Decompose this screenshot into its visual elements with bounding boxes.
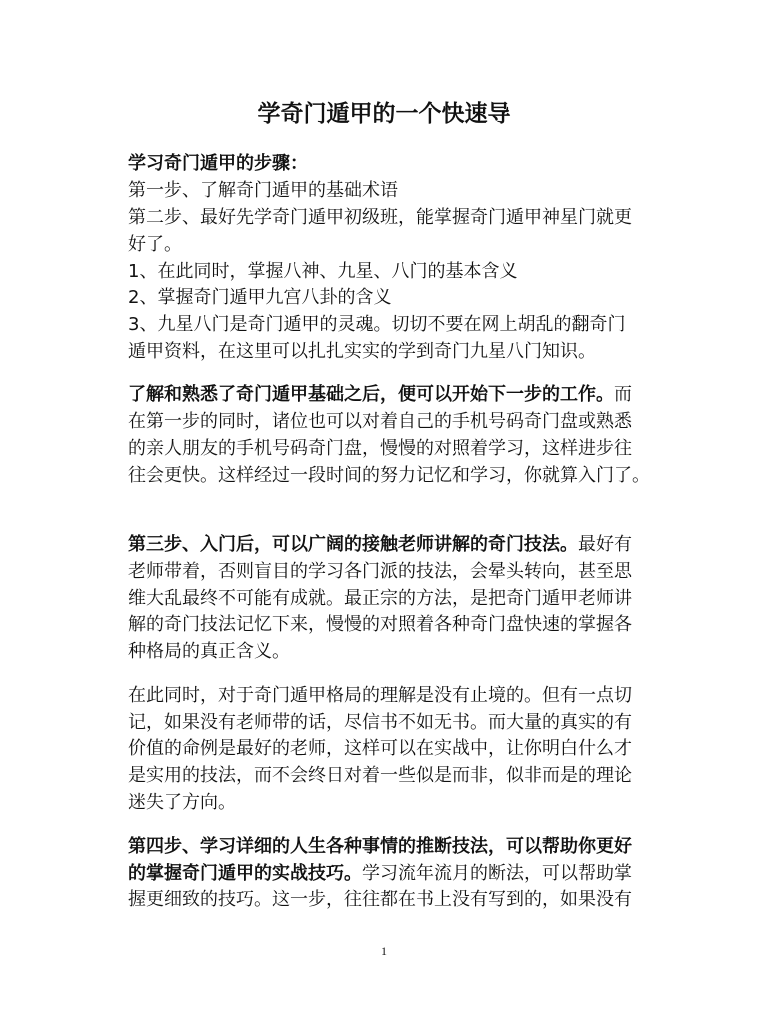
document-title: 学奇门遁甲的一个快速导: [257, 101, 511, 127]
text-line: 解的奇门技法记忆下来，慢慢的对照着各种奇门盘快速的掌握各: [128, 614, 632, 635]
text-line: 往会更快。这样经过一段时间的努力记忆和学习，你就算入门了。: [128, 465, 650, 486]
text-span: 学习流年流月的断法，可以帮助掌: [362, 863, 632, 884]
bold-lead: 了解和熟悉了奇门遁甲基础之后，便可以开始下一步的工作。: [128, 384, 614, 405]
text-line: 握更细致的技巧。这一步，往往都在书上没有写到的，如果没有: [128, 889, 632, 910]
paragraph-line: [128, 861, 632, 887]
text-line: 记，如果没有老师带的话，尽信书不如无书。而大量的真实的有: [128, 712, 632, 733]
text-line: 第一步、了解奇门遁甲的基础术语: [128, 180, 398, 201]
text-line: 遁甲资料，在这里可以扎扎实实的学到奇门九星八门知识。: [128, 341, 596, 362]
text-line: 价值的命例是最好的老师，这样可以在实战中，让你明白什么才: [128, 738, 632, 759]
bold-lead: 第三步、入门后，可以广阔的接触老师讲解的奇门技法。: [128, 534, 578, 555]
paragraph-line: [128, 382, 632, 408]
text-line: 2、掌握奇门遁甲九宫八卦的含义: [128, 287, 392, 308]
text-span: 最好有: [578, 534, 632, 555]
text-line: 种格局的真正含义。: [128, 641, 290, 662]
text-line: 是实用的技法，而不会终日对着一些似是而非，似非而是的理论: [128, 765, 632, 786]
text-line: 在此同时，对于奇门遁甲格局的理解是没有止境的。但有一点切: [128, 685, 632, 706]
text-line: 维大乱最终不可能有成就。最正宗的方法，是把奇门遁甲老师讲: [128, 588, 632, 609]
text-line: 在第一步的同时，诸位也可以对着自己的手机号码奇门盘或熟悉: [128, 411, 632, 432]
text-line: 第二步、最好先学奇门遁甲初级班，能掌握奇门遁甲神星门就更: [128, 207, 632, 228]
bold-line: 第四步、学习详细的人生各种事情的推断技法，可以帮助你更好: [128, 836, 632, 857]
text-line: 好了。: [128, 234, 182, 255]
text-span: 而: [614, 384, 632, 405]
text-line: 3、九星八门是奇门遁甲的灵魂。切切不要在网上胡乱的翻奇门: [128, 314, 626, 335]
text-line: 老师带着，否则盲目的学习各门派的技法，会晕头转向，甚至思: [128, 561, 632, 582]
text-line: 迷失了方向。: [128, 792, 236, 813]
paragraph-line: [128, 532, 632, 558]
section-heading: 学习奇门遁甲的步骤：: [128, 153, 308, 174]
text-line: 1、在此同时，掌握八神、九星、八门的基本含义: [128, 261, 518, 282]
bold-lead: 的掌握奇门遁甲的实战技巧。: [128, 863, 362, 884]
page-number: 1: [381, 944, 387, 958]
text-line: 的亲人朋友的手机号码奇门盘，慢慢的对照着学习，这样进步往: [128, 438, 632, 459]
